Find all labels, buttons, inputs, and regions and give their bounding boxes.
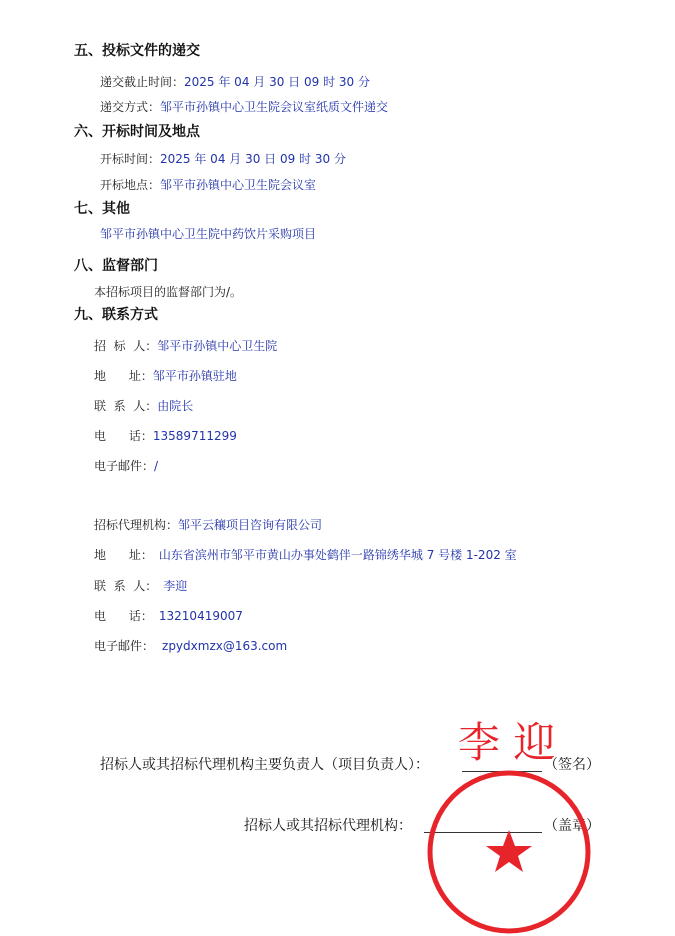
submission-deadline bbox=[100, 73, 370, 90]
agency-phone bbox=[94, 607, 243, 624]
agency-email-label: 电子邮件： bbox=[94, 639, 155, 653]
org-suffix: （盖章） bbox=[544, 818, 600, 834]
tenderer-contact-value: 由院长 bbox=[157, 399, 194, 413]
opening-place bbox=[100, 176, 316, 193]
org-label: 招标人或其招标代理机构： bbox=[244, 818, 412, 834]
agency-address-label: 地 址： bbox=[94, 548, 153, 562]
supervision-text: 本招标项目的监督部门为/。 bbox=[94, 285, 243, 299]
opening-time bbox=[100, 150, 346, 167]
section-8-heading: 八、监督部门 bbox=[74, 258, 158, 274]
tenderer-phone-value: 13589711299 bbox=[152, 429, 237, 443]
submission-method bbox=[100, 98, 388, 115]
tenderer-email bbox=[94, 457, 158, 474]
agency-phone-label: 电 话： bbox=[94, 609, 153, 623]
tenderer-contact-label: 联 系 人： bbox=[94, 399, 158, 413]
section-7-heading: 七、其他 bbox=[74, 201, 130, 217]
tenderer-name-label: 招 标 人： bbox=[94, 339, 158, 353]
seal-star-icon bbox=[486, 830, 532, 872]
tenderer-address-value: 邹平市孙镇驻地 bbox=[152, 369, 237, 383]
submission-deadline-label: 递交截止时间： bbox=[100, 75, 185, 89]
other-text: 邹平市孙镇中心卫生院中药饮片采购项目 bbox=[100, 227, 317, 241]
handwritten-signature: 李 迎 bbox=[458, 718, 556, 767]
agency-phone-value: 13210419007 bbox=[158, 609, 243, 623]
opening-time-value: 2025 年 04 月 30 日 09 时 30 分 bbox=[160, 152, 346, 166]
submission-method-label: 递交方式： bbox=[100, 100, 161, 114]
section-6-heading: 六、开标时间及地点 bbox=[74, 124, 200, 140]
tenderer-address-label: 地 址： bbox=[94, 369, 153, 383]
tenderer-email-label: 电子邮件： bbox=[94, 459, 155, 473]
tenderer-email-value: / bbox=[154, 459, 159, 473]
opening-place-label: 开标地点： bbox=[100, 178, 161, 192]
tenderer-address bbox=[94, 367, 237, 384]
section-5-heading: 五、投标文件的递交 bbox=[74, 43, 200, 59]
agency-address bbox=[94, 546, 517, 563]
agency-contact bbox=[94, 577, 187, 594]
agency-name-value: 邹平云穰项目咨询有限公司 bbox=[178, 518, 323, 532]
responsible-label: 招标人或其招标代理机构主要负责人（项目负责人）： bbox=[100, 757, 429, 773]
opening-place-value: 邹平市孙镇中心卫生院会议室 bbox=[160, 178, 317, 192]
opening-time-label: 开标时间： bbox=[100, 152, 161, 166]
agency-address-value: 山东省滨州市邹平市黄山办事处鹤伴一路锦绣华城 7 号楼 1-202 室 bbox=[158, 548, 517, 562]
tenderer-contact bbox=[94, 397, 193, 414]
agency-email bbox=[94, 637, 287, 654]
tenderer-phone bbox=[94, 427, 237, 444]
agency-contact-value: 李迎 bbox=[163, 579, 188, 593]
tenderer-name bbox=[94, 337, 277, 354]
agency-contact-label: 联 系 人： bbox=[94, 579, 158, 593]
responsible-suffix: （签名） bbox=[544, 757, 600, 773]
tenderer-name-value: 邹平市孙镇中心卫生院 bbox=[157, 339, 278, 353]
agency-name-label: 招标代理机构： bbox=[94, 518, 179, 532]
submission-method-value: 邹平市孙镇中心卫生院会议室纸质文件递交 bbox=[160, 100, 389, 114]
submission-deadline-value: 2025 年 04 月 30 日 09 时 30 分 bbox=[184, 75, 370, 89]
company-seal bbox=[424, 768, 594, 936]
agency-name bbox=[94, 516, 322, 533]
section-9-heading: 九、联系方式 bbox=[74, 307, 158, 323]
tenderer-phone-label: 电 话： bbox=[94, 429, 153, 443]
agency-email-value: zpydxmzx@163.com bbox=[162, 639, 288, 653]
